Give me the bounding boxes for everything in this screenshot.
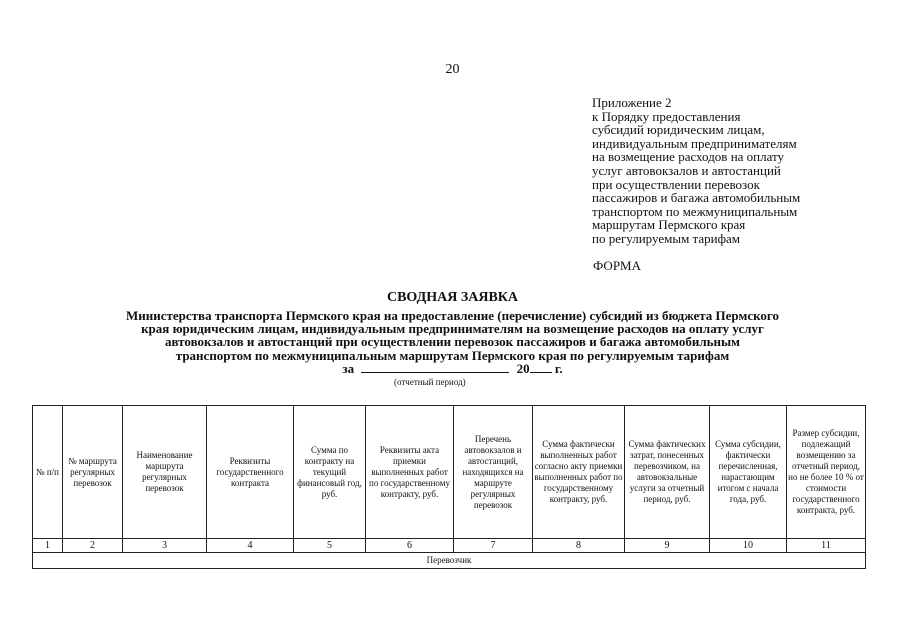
column-number-cell: 5 — [294, 539, 366, 553]
header-cell: Наименование маршрута регулярных перевозок — [123, 406, 207, 539]
appendix-line: индивидуальным предпринимателям — [592, 135, 797, 151]
page-number: 20 — [445, 62, 460, 77]
appendix-block — [592, 96, 882, 246]
appendix-line: при осуществлении перевозок — [592, 176, 760, 192]
carrier-cell: Перевозчик — [33, 553, 866, 569]
header-cell: Размер субсидии, подлежащий возмещению за отчетный период, но не более 10 % от стоимости государственного контракта, руб. — [787, 406, 866, 539]
column-number-cell: 9 — [625, 539, 710, 553]
appendix-line: маршрутам Пермского края — [592, 217, 746, 233]
subtitle-line: транспортом по межмуниципальным маршрутам Пермского края по регулируемым тарифам — [175, 347, 730, 363]
header-cell: № маршрута регулярных перевозок — [63, 406, 123, 539]
table-header-row — [33, 406, 866, 539]
column-number-cell: 11 — [787, 539, 866, 553]
period-caption: (отчетный период) — [394, 377, 466, 387]
header-cell: № п/п — [33, 406, 63, 539]
header-cell: Реквизиты акта приемки выполненных работ по государственному контракту, руб. — [366, 406, 454, 539]
summary-table — [32, 405, 866, 569]
period-prefix: за — [342, 361, 355, 376]
column-number-cell: 3 — [123, 539, 207, 553]
period-suffix: г. — [554, 361, 563, 376]
header-cell: Сумма субсидии, фактически перечисленная, нарастающим итогом с начала года, руб. — [710, 406, 787, 539]
appendix-line: по регулируемым тарифам — [592, 230, 741, 246]
subtitle-line: края юридическим лицам, индивидуальным предпринимателям на возмещение расходов на оплату услуг — [141, 321, 764, 337]
document-title: СВОДНАЯ ЗАЯВКА — [386, 290, 519, 305]
column-number-cell: 10 — [710, 539, 787, 553]
column-number-cell: 1 — [33, 539, 63, 553]
header-cell: Сумма фактически выполненных работ согласно акту приемки выполненных работ по государственному контракту, руб. — [533, 406, 625, 539]
column-number-row — [33, 539, 866, 553]
period-year-prefix: 20 — [516, 361, 530, 376]
header-cell: Сумма по контракту на текущий финансовый год, руб. — [294, 406, 366, 539]
appendix-line: транспортом по межмуниципальным — [592, 203, 798, 219]
appendix-line: субсидий юридическим лицам, — [592, 122, 765, 138]
appendix-line: Приложение 2 — [592, 95, 672, 110]
appendix-line: услуг автовокзалов и автостанций — [592, 162, 781, 178]
column-number-cell: 7 — [454, 539, 533, 553]
subtitle-line: Министерства транспорта Пермского края на предоставление (перечисление) субсидий из бюджета Пермского — [126, 308, 779, 323]
document-subtitle — [40, 309, 865, 362]
appendix-line: на возмещение расходов на оплату — [592, 149, 785, 165]
column-number-cell: 2 — [63, 539, 123, 553]
header-cell: Реквизиты государственного контракта — [207, 406, 294, 539]
subtitle-line: автовокзалов и автостанций при осуществлении перевозок пассажиров и багажа автомобильным — [164, 334, 741, 350]
period-line — [0, 361, 905, 377]
period-year-blank — [530, 362, 552, 373]
period-blank — [361, 362, 509, 373]
form-label: ФОРМА — [593, 258, 641, 273]
column-number-cell: 4 — [207, 539, 294, 553]
carrier-row — [33, 553, 866, 569]
header-cell: Сумма фактических затрат, понесенных перевозчиком, на автовокзальные услуги за отчетный период, руб. — [625, 406, 710, 539]
appendix-line: к Порядку предоставления — [592, 108, 741, 124]
column-number-cell: 6 — [366, 539, 454, 553]
column-number-cell: 8 — [533, 539, 625, 553]
header-cell: Перечень автовокзалов и автостанций, находящихся на маршруте регулярных перевозок — [454, 406, 533, 539]
appendix-line: пассажиров и багажа автомобильным — [592, 190, 801, 206]
